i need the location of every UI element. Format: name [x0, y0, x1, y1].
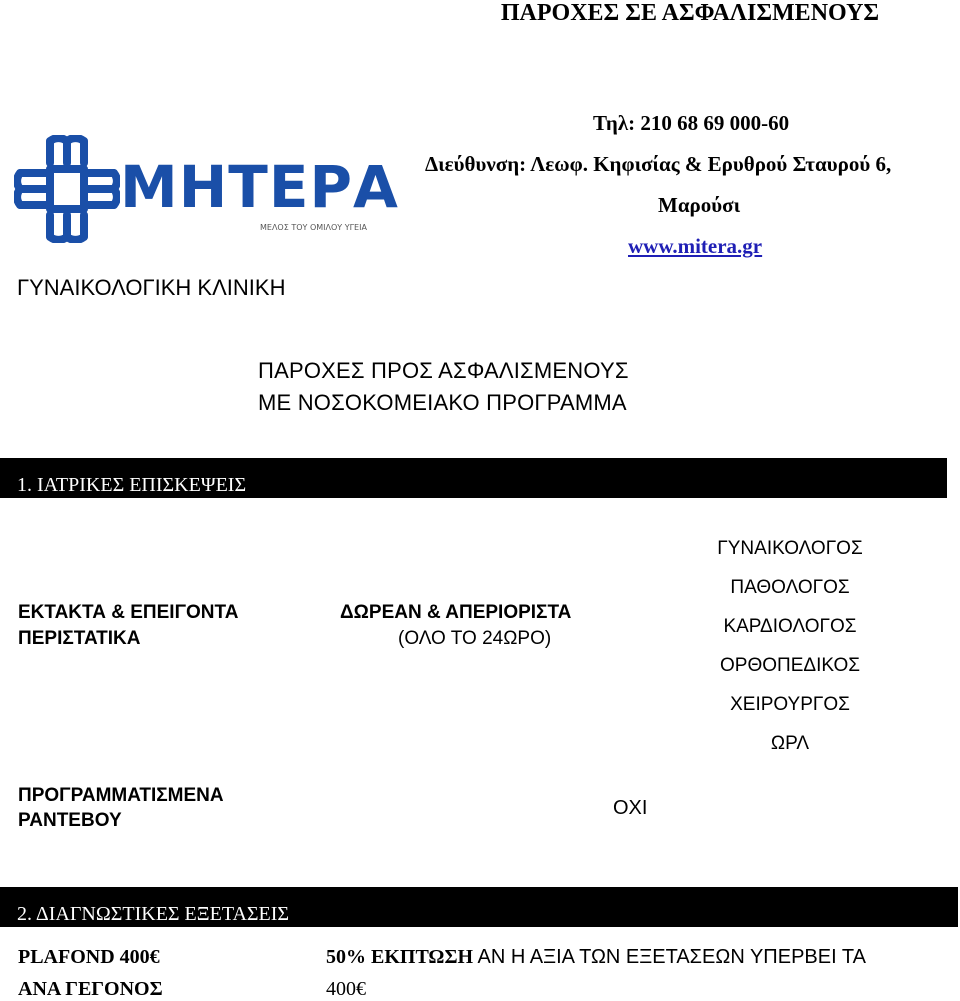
- subtitle-line-2: ΜΕ ΝΟΣΟΚΟΜΕΙΑΚΟ ΠΡΟΓΡΑΜΜΑ: [258, 390, 627, 415]
- discount-text-line-1: [326, 946, 866, 969]
- discount-text-line-2: 400€: [326, 978, 366, 1000]
- section-2-heading: 2. ΔΙΑΓΝΩΣΤΙΚΕΣ ΕΞΕΤΑΣΕΙΣ: [17, 903, 290, 925]
- document-title: ΠΑΡΟΧΕΣ ΣΕ ΑΣΦΑΛΙΣΜΕΝΟΥΣ: [500, 0, 880, 26]
- scheduled-label-line-2: ΡΑΝΤΕΒΟΥ: [18, 810, 122, 831]
- discount-condition: ΑΝ Η ΑΞΙΑ ΤΩΝ ΕΞΕΤΑΣΕΩΝ ΥΠΕΡΒΕΙ ΤΑ: [473, 946, 866, 968]
- subtitle-line-1: ΠΑΡΟΧΕΣ ΠΡΟΣ ΑΣΦΑΛΙΣΜΕΝΟΥΣ: [258, 358, 629, 383]
- website-link[interactable]: www.mitera.gr: [628, 234, 763, 258]
- clinic-type: ΓΥΝΑΙΚΟΛΟΓΙΚΗ ΚΛΙΝΙΚΗ: [17, 275, 286, 300]
- specialty-item: ΠΑΘΟΛΟΓΟΣ: [730, 577, 850, 598]
- address-line-1: Διεύθυνση: Λεωφ. Κηφισίας & Ερυθρού Σταυρού 6,: [425, 152, 892, 176]
- address-line-2: Μαρούσι: [658, 193, 741, 217]
- discount-highlight: 50% ΕΚΠΤΩΣΗ: [326, 946, 474, 968]
- section-1-header: [0, 458, 947, 498]
- section-1-heading: 1. ΙΑΤΡΙΚΕΣ ΕΠΙΣΚΕΨΕΙΣ: [17, 474, 247, 496]
- section-2-header: [0, 887, 958, 927]
- logo-tagline: ΜΕΛΟΣ ΤΟΥ ΟΜΙΛΟΥ ΥΓΕΙΑ: [260, 223, 367, 232]
- emergency-label-line-2: ΠΕΡΙΣΤΑΤΙΚΑ: [18, 628, 141, 649]
- plafond-label-line-1: PLAFOND 400€: [18, 946, 160, 968]
- emergency-value-line-1: ΔΩΡΕΑΝ & ΑΠΕΡΙΟΡΙΣΤΑ: [340, 602, 572, 623]
- logo-wordmark: ΜΗΤΕΡΑ: [120, 153, 399, 221]
- scheduled-value: ΟΧΙ: [613, 797, 648, 819]
- mitera-logo: [14, 135, 399, 245]
- phone-number: Τηλ: 210 68 69 000-60: [593, 111, 790, 135]
- emergency-label-line-1: ΕΚΤΑΚΤΑ & ΕΠΕΙΓΟΝΤΑ: [18, 602, 239, 623]
- specialty-item: ΧΕΙΡΟΥΡΓΟΣ: [730, 694, 850, 715]
- plafond-label-line-2: ΑΝΑ ΓΕΓΟΝΟΣ: [18, 978, 163, 1000]
- specialty-item: ΟΡΘΟΠΕΔΙΚΟΣ: [720, 655, 860, 676]
- specialty-item: ΓΥΝΑΙΚΟΛΟΓΟΣ: [717, 538, 863, 559]
- emergency-value-line-2: (ΟΛΟ ΤΟ 24ΩΡΟ): [398, 628, 552, 649]
- specialty-item: ΚΑΡΔΙΟΛΟΓΟΣ: [723, 616, 857, 637]
- specialty-item: ΩΡΛ: [770, 733, 810, 754]
- logo-cross-icon: [14, 135, 120, 243]
- scheduled-label-line-1: ΠΡΟΓΡΑΜΜΑΤΙΣΜΕΝΑ: [18, 785, 224, 806]
